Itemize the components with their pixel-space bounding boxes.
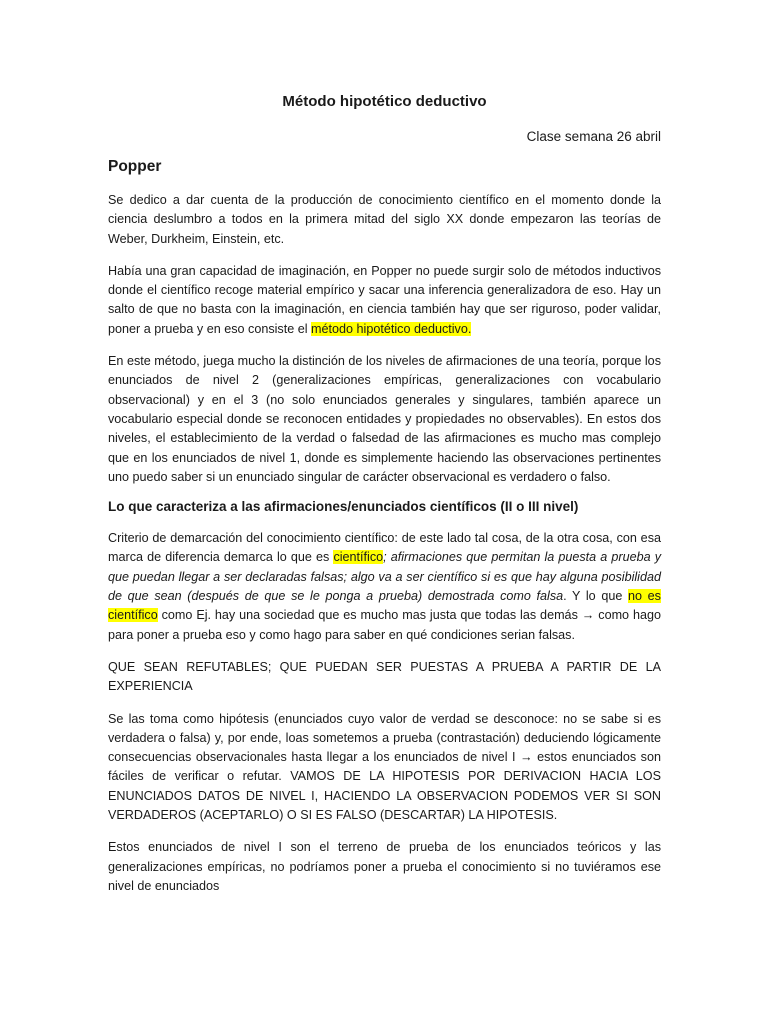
paragraph-4-part-c: como Ej. hay una sociedad que es mucho mas justa que todas las demás → como hago para poner a prueba eso y como hago para saber en qué condiciones serian falsas. <box>108 608 661 642</box>
paragraph-2-text: Había una gran capacidad de imaginación, en Popper no puede surgir solo de métodos inductivos donde el científico recoge material empírico y sacar una inferencia generalizadora de eso. Hay un salto de que no basta con la imaginación, en ciencia también hay que ser riguroso, poder validar, poner a prueba y en eso consiste el <box>108 263 661 336</box>
paragraph-4-italic: ; afirmaciones que permitan la puesta a prueba y que puedan llegar a ser declaradas falsas; algo va a ser científico si es que hay alguna posibilidad de que sean (después de que se le ponga a prueba) demostrada como falsa <box>108 550 661 604</box>
paragraph-5: QUE SEAN REFUTABLES; QUE PUEDAN SER PUESTAS A PRUEBA A PARTIR DE LA EXPERIENCIA <box>108 659 661 694</box>
class-date: Clase semana 26 abril <box>526 129 661 144</box>
paragraph-3: En este método, juega mucho la distinción de los niveles de afirmaciones de una teoría, porque los enunciados de nivel 2 (generalizaciones empíricas, generalizaciones con vocabulario observacional) y en el 3 (no solo enunciados generales y singulares, también aparece un vocabulario especial donde se reconocen entidades y propiedades no observables). En estos dos niveles, el establecimiento de la verdad o falsedad de las afirmaciones es mucho mas complejo que en los enunciados de nivel 1, donde es simplemente haciendo las observaciones pertinentes uno puedo saber si un enunciado singular de carácter observacional es verdadero o falso. <box>108 354 661 484</box>
paragraph-4 <box>108 529 661 645</box>
paragraph-4-part-b: . Y lo que <box>563 589 629 604</box>
paragraph-2 <box>108 262 661 339</box>
paragraph-4-part-a: Criterio de demarcación del conocimiento científico: de este lado tal cosa, de la otra cosa, con esa marca de diferencia demarca lo que es <box>108 531 661 565</box>
paragraph-6: Se las toma como hipótesis (enunciados cuyo valor de verdad se desconoce: no se sabe si es verdadera o falsa) y, por ende, loas sometemos a prueba (contrastación) deduciendo lógicamente consecuencias observacionales hasta llegar a los enunciados de nivel I → estos enunciados son fáciles de verificar o refutar. VAMOS DE LA HIPOTESIS POR DERIVACION HACIA LOS ENUNCIADOS DATOS DE NIVEL I, HACIENDO LA OBSERVACION PODEMOS VER SI SON VERDADEROS (ACEPTARLO) O SI ES FALSO (DESCARTAR) LA HIPOTESIS. <box>108 711 661 823</box>
section-heading: Popper <box>108 158 162 175</box>
document-title: Método hipotético deductivo <box>282 93 487 110</box>
highlight-no-cientifico: no es científico <box>108 589 661 623</box>
paragraph-7: Estos enunciados de nivel I son el terreno de prueba de los enunciados teóricos y las generalizaciones empíricas, no podríamos poner a prueba el conocimiento si no tuviéramos ese nivel de enunciados <box>108 840 661 893</box>
highlight-method: método hipotético deductivo. <box>311 321 472 336</box>
highlight-cientifico: científico <box>333 550 384 565</box>
subheading: Lo que caracteriza a las afirmaciones/enunciados científicos (II o III nivel) <box>108 499 579 515</box>
paragraph-1: Se dedico a dar cuenta de la producción de conocimiento científico en el momento donde la ciencia deslumbro a todos en la primera mitad del siglo XX donde empezaron las teorías de Weber, Durkheim, Einstein, etc. <box>108 193 661 246</box>
document-page <box>108 92 661 896</box>
